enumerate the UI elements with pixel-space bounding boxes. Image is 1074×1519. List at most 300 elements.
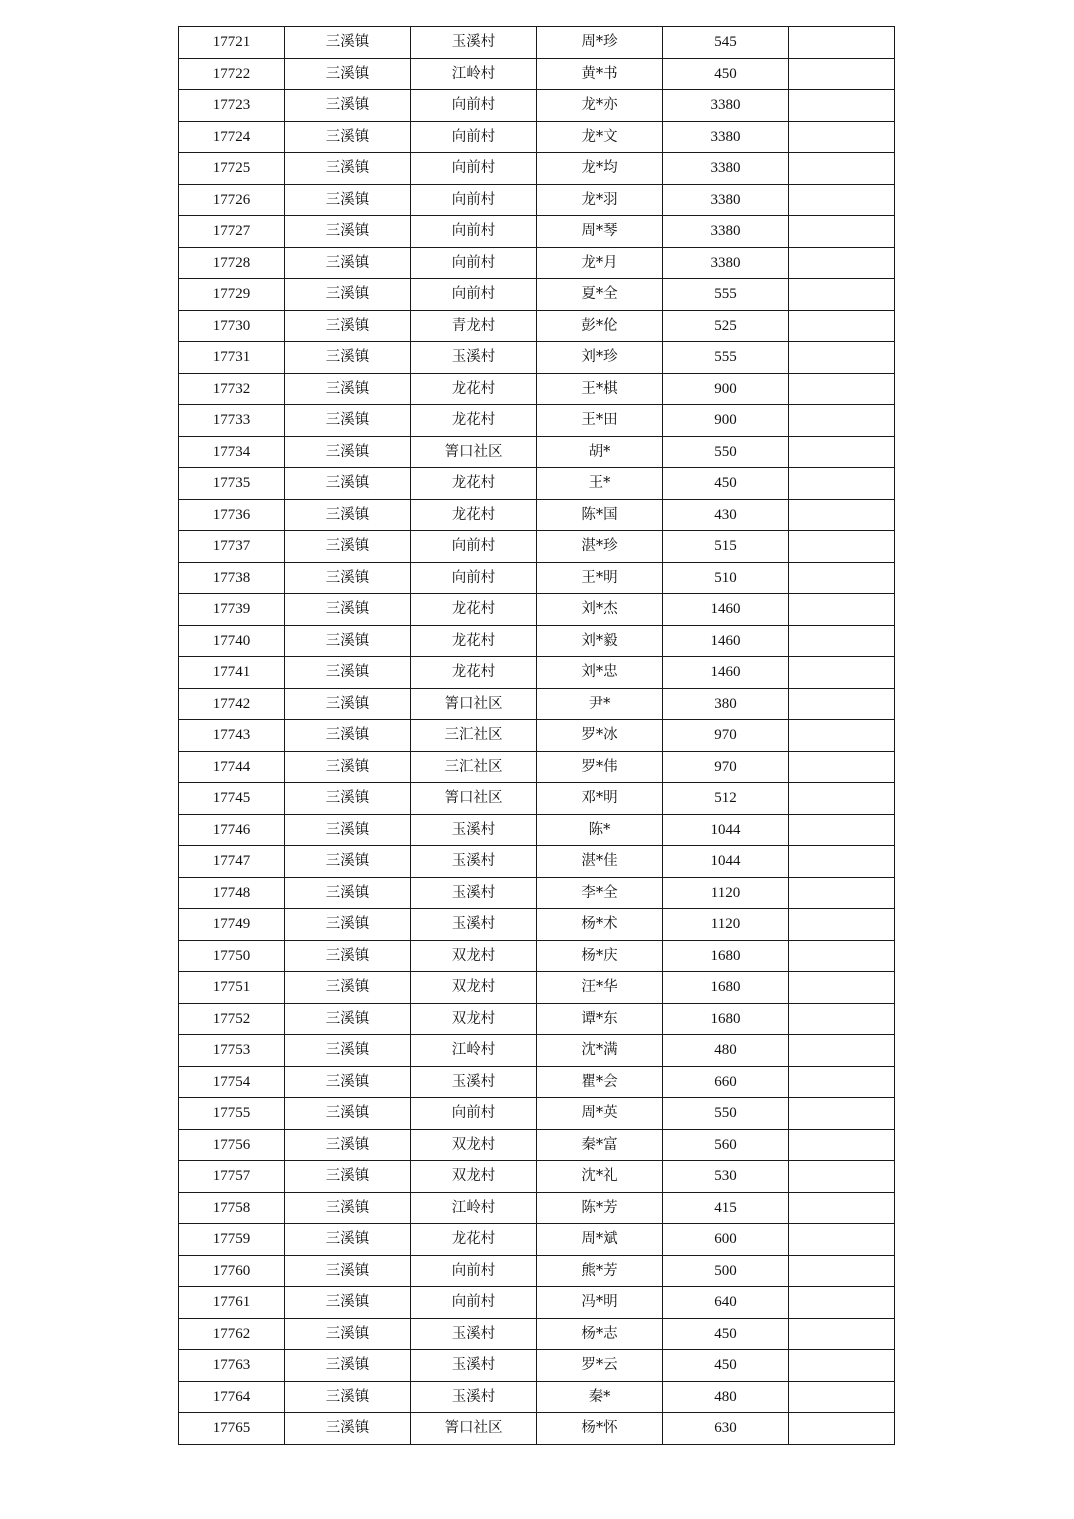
note-cell (789, 1413, 895, 1445)
table-row (179, 562, 895, 594)
person-name-cell: 夏*全 (537, 279, 663, 311)
person-name-cell: 王*田 (537, 405, 663, 437)
record-number-cell: 17757 (179, 1161, 285, 1193)
amount-cell: 3380 (663, 184, 789, 216)
table-row (179, 216, 895, 248)
town-cell: 三溪镇 (285, 1035, 411, 1067)
village-cell: 向前村 (411, 279, 537, 311)
person-name-cell: 李*全 (537, 877, 663, 909)
amount-cell: 630 (663, 1413, 789, 1445)
amount-cell: 1460 (663, 657, 789, 689)
note-cell (789, 657, 895, 689)
table-row (179, 279, 895, 311)
record-number-cell: 17740 (179, 625, 285, 657)
amount-cell: 525 (663, 310, 789, 342)
note-cell (789, 846, 895, 878)
note-cell (789, 184, 895, 216)
person-name-cell: 熊*芳 (537, 1255, 663, 1287)
village-cell: 双龙村 (411, 972, 537, 1004)
note-cell (789, 1161, 895, 1193)
town-cell: 三溪镇 (285, 279, 411, 311)
record-number-cell: 17758 (179, 1192, 285, 1224)
record-number-cell: 17736 (179, 499, 285, 531)
village-cell: 玉溪村 (411, 27, 537, 59)
table-row (179, 342, 895, 374)
person-name-cell: 汪*华 (537, 972, 663, 1004)
record-number-cell: 17732 (179, 373, 285, 405)
amount-cell: 1460 (663, 594, 789, 626)
amount-cell: 480 (663, 1035, 789, 1067)
person-name-cell: 沈*满 (537, 1035, 663, 1067)
person-name-cell: 杨*术 (537, 909, 663, 941)
town-cell: 三溪镇 (285, 121, 411, 153)
note-cell (789, 783, 895, 815)
town-cell: 三溪镇 (285, 1287, 411, 1319)
town-cell: 三溪镇 (285, 153, 411, 185)
table-row (179, 436, 895, 468)
record-number-cell: 17746 (179, 814, 285, 846)
table-row (179, 1255, 895, 1287)
person-name-cell: 龙*月 (537, 247, 663, 279)
village-cell: 玉溪村 (411, 846, 537, 878)
note-cell (789, 562, 895, 594)
table-row (179, 531, 895, 563)
table-row (179, 625, 895, 657)
note-cell (789, 58, 895, 90)
table-row (179, 972, 895, 1004)
town-cell: 三溪镇 (285, 720, 411, 752)
table-row (179, 468, 895, 500)
record-number-cell: 17735 (179, 468, 285, 500)
town-cell: 三溪镇 (285, 58, 411, 90)
amount-cell: 1044 (663, 814, 789, 846)
village-cell: 江岭村 (411, 1192, 537, 1224)
town-cell: 三溪镇 (285, 1255, 411, 1287)
record-number-cell: 17739 (179, 594, 285, 626)
amount-cell: 560 (663, 1129, 789, 1161)
amount-cell: 530 (663, 1161, 789, 1193)
village-cell: 向前村 (411, 531, 537, 563)
note-cell (789, 594, 895, 626)
person-name-cell: 罗*伟 (537, 751, 663, 783)
amount-cell: 1680 (663, 972, 789, 1004)
note-cell (789, 499, 895, 531)
village-cell: 玉溪村 (411, 1350, 537, 1382)
table-row (179, 877, 895, 909)
table-row (179, 751, 895, 783)
village-cell: 三汇社区 (411, 720, 537, 752)
note-cell (789, 909, 895, 941)
town-cell: 三溪镇 (285, 342, 411, 374)
amount-cell: 970 (663, 751, 789, 783)
table-row (179, 1161, 895, 1193)
table-row (179, 184, 895, 216)
village-cell: 向前村 (411, 184, 537, 216)
amount-cell: 480 (663, 1381, 789, 1413)
table-row (179, 783, 895, 815)
town-cell: 三溪镇 (285, 625, 411, 657)
table-row (179, 90, 895, 122)
town-cell: 三溪镇 (285, 1413, 411, 1445)
village-cell: 向前村 (411, 216, 537, 248)
town-cell: 三溪镇 (285, 373, 411, 405)
village-cell: 玉溪村 (411, 1381, 537, 1413)
table-row (179, 310, 895, 342)
person-name-cell: 王*棋 (537, 373, 663, 405)
person-name-cell: 刘*珍 (537, 342, 663, 374)
amount-cell: 1120 (663, 877, 789, 909)
record-number-cell: 17726 (179, 184, 285, 216)
amount-cell: 660 (663, 1066, 789, 1098)
village-cell: 向前村 (411, 1287, 537, 1319)
village-cell: 龙花村 (411, 1224, 537, 1256)
note-cell (789, 625, 895, 657)
person-name-cell: 刘*忠 (537, 657, 663, 689)
amount-cell: 3380 (663, 247, 789, 279)
person-name-cell: 杨*怀 (537, 1413, 663, 1445)
village-cell: 向前村 (411, 562, 537, 594)
person-name-cell: 陈*国 (537, 499, 663, 531)
record-number-cell: 17727 (179, 216, 285, 248)
note-cell (789, 688, 895, 720)
note-cell (789, 468, 895, 500)
record-number-cell: 17729 (179, 279, 285, 311)
record-number-cell: 17731 (179, 342, 285, 374)
village-cell: 江岭村 (411, 58, 537, 90)
amount-cell: 450 (663, 1318, 789, 1350)
person-name-cell: 邓*明 (537, 783, 663, 815)
town-cell: 三溪镇 (285, 1318, 411, 1350)
record-number-cell: 17738 (179, 562, 285, 594)
person-name-cell: 王* (537, 468, 663, 500)
person-name-cell: 罗*冰 (537, 720, 663, 752)
village-cell: 箐口社区 (411, 1413, 537, 1445)
amount-cell: 430 (663, 499, 789, 531)
table-row (179, 657, 895, 689)
village-cell: 向前村 (411, 121, 537, 153)
record-number-cell: 17742 (179, 688, 285, 720)
person-name-cell: 黄*书 (537, 58, 663, 90)
table-row (179, 499, 895, 531)
person-name-cell: 周*英 (537, 1098, 663, 1130)
table-row (179, 688, 895, 720)
note-cell (789, 972, 895, 1004)
person-name-cell: 周*琴 (537, 216, 663, 248)
table-row (179, 1035, 895, 1067)
town-cell: 三溪镇 (285, 499, 411, 531)
amount-cell: 1120 (663, 909, 789, 941)
record-number-cell: 17760 (179, 1255, 285, 1287)
note-cell (789, 27, 895, 59)
person-name-cell: 王*明 (537, 562, 663, 594)
village-cell: 龙花村 (411, 657, 537, 689)
record-number-cell: 17752 (179, 1003, 285, 1035)
town-cell: 三溪镇 (285, 1224, 411, 1256)
note-cell (789, 1381, 895, 1413)
village-cell: 青龙村 (411, 310, 537, 342)
note-cell (789, 751, 895, 783)
person-name-cell: 刘*杰 (537, 594, 663, 626)
town-cell: 三溪镇 (285, 436, 411, 468)
town-cell: 三溪镇 (285, 562, 411, 594)
record-number-cell: 17728 (179, 247, 285, 279)
amount-cell: 3380 (663, 153, 789, 185)
note-cell (789, 1129, 895, 1161)
record-number-cell: 17759 (179, 1224, 285, 1256)
amount-cell: 510 (663, 562, 789, 594)
amount-cell: 900 (663, 405, 789, 437)
person-name-cell: 沈*礼 (537, 1161, 663, 1193)
note-cell (789, 310, 895, 342)
person-name-cell: 龙*均 (537, 153, 663, 185)
village-cell: 箐口社区 (411, 688, 537, 720)
town-cell: 三溪镇 (285, 751, 411, 783)
note-cell (789, 1287, 895, 1319)
record-number-cell: 17734 (179, 436, 285, 468)
amount-cell: 1044 (663, 846, 789, 878)
amount-cell: 1680 (663, 940, 789, 972)
amount-cell: 450 (663, 468, 789, 500)
village-cell: 双龙村 (411, 1161, 537, 1193)
record-number-cell: 17722 (179, 58, 285, 90)
village-cell: 龙花村 (411, 499, 537, 531)
record-number-cell: 17743 (179, 720, 285, 752)
town-cell: 三溪镇 (285, 846, 411, 878)
record-number-cell: 17724 (179, 121, 285, 153)
village-cell: 向前村 (411, 247, 537, 279)
town-cell: 三溪镇 (285, 405, 411, 437)
note-cell (789, 405, 895, 437)
note-cell (789, 153, 895, 185)
note-cell (789, 1098, 895, 1130)
table-row (179, 247, 895, 279)
village-cell: 双龙村 (411, 1129, 537, 1161)
table-row (179, 594, 895, 626)
note-cell (789, 279, 895, 311)
records-sheet (178, 26, 894, 1445)
record-number-cell: 17748 (179, 877, 285, 909)
village-cell: 向前村 (411, 1255, 537, 1287)
records-table (178, 26, 895, 1445)
note-cell (789, 373, 895, 405)
town-cell: 三溪镇 (285, 1003, 411, 1035)
record-number-cell: 17750 (179, 940, 285, 972)
amount-cell: 1680 (663, 1003, 789, 1035)
town-cell: 三溪镇 (285, 1192, 411, 1224)
person-name-cell: 彭*伦 (537, 310, 663, 342)
table-row (179, 1098, 895, 1130)
person-name-cell: 杨*庆 (537, 940, 663, 972)
record-number-cell: 17762 (179, 1318, 285, 1350)
note-cell (789, 814, 895, 846)
record-number-cell: 17763 (179, 1350, 285, 1382)
town-cell: 三溪镇 (285, 184, 411, 216)
note-cell (789, 1066, 895, 1098)
table-row (179, 1129, 895, 1161)
table-row (179, 27, 895, 59)
town-cell: 三溪镇 (285, 1381, 411, 1413)
town-cell: 三溪镇 (285, 814, 411, 846)
amount-cell: 450 (663, 58, 789, 90)
village-cell: 玉溪村 (411, 814, 537, 846)
person-name-cell: 周*珍 (537, 27, 663, 59)
town-cell: 三溪镇 (285, 909, 411, 941)
village-cell: 龙花村 (411, 594, 537, 626)
person-name-cell: 刘*毅 (537, 625, 663, 657)
amount-cell: 3380 (663, 90, 789, 122)
amount-cell: 3380 (663, 216, 789, 248)
amount-cell: 550 (663, 1098, 789, 1130)
village-cell: 龙花村 (411, 373, 537, 405)
note-cell (789, 940, 895, 972)
village-cell: 龙花村 (411, 625, 537, 657)
person-name-cell: 龙*亦 (537, 90, 663, 122)
person-name-cell: 龙*文 (537, 121, 663, 153)
person-name-cell: 罗*云 (537, 1350, 663, 1382)
note-cell (789, 1350, 895, 1382)
village-cell: 向前村 (411, 90, 537, 122)
note-cell (789, 877, 895, 909)
amount-cell: 970 (663, 720, 789, 752)
note-cell (789, 1224, 895, 1256)
village-cell: 箐口社区 (411, 436, 537, 468)
table-row (179, 1318, 895, 1350)
village-cell: 向前村 (411, 1098, 537, 1130)
note-cell (789, 1255, 895, 1287)
village-cell: 玉溪村 (411, 342, 537, 374)
village-cell: 双龙村 (411, 940, 537, 972)
person-name-cell: 陈*芳 (537, 1192, 663, 1224)
town-cell: 三溪镇 (285, 1098, 411, 1130)
record-number-cell: 17725 (179, 153, 285, 185)
record-number-cell: 17756 (179, 1129, 285, 1161)
record-number-cell: 17733 (179, 405, 285, 437)
record-number-cell: 17744 (179, 751, 285, 783)
table-row (179, 1224, 895, 1256)
record-number-cell: 17749 (179, 909, 285, 941)
table-row (179, 1192, 895, 1224)
record-number-cell: 17741 (179, 657, 285, 689)
record-number-cell: 17761 (179, 1287, 285, 1319)
amount-cell: 550 (663, 436, 789, 468)
record-number-cell: 17721 (179, 27, 285, 59)
town-cell: 三溪镇 (285, 310, 411, 342)
amount-cell: 512 (663, 783, 789, 815)
note-cell (789, 1192, 895, 1224)
record-number-cell: 17751 (179, 972, 285, 1004)
town-cell: 三溪镇 (285, 688, 411, 720)
note-cell (789, 247, 895, 279)
table-row (179, 1350, 895, 1382)
town-cell: 三溪镇 (285, 468, 411, 500)
note-cell (789, 90, 895, 122)
amount-cell: 640 (663, 1287, 789, 1319)
town-cell: 三溪镇 (285, 783, 411, 815)
town-cell: 三溪镇 (285, 1066, 411, 1098)
amount-cell: 500 (663, 1255, 789, 1287)
village-cell: 三汇社区 (411, 751, 537, 783)
amount-cell: 3380 (663, 121, 789, 153)
town-cell: 三溪镇 (285, 247, 411, 279)
village-cell: 玉溪村 (411, 1066, 537, 1098)
table-row (179, 1413, 895, 1445)
amount-cell: 1460 (663, 625, 789, 657)
town-cell: 三溪镇 (285, 1161, 411, 1193)
town-cell: 三溪镇 (285, 216, 411, 248)
record-number-cell: 17737 (179, 531, 285, 563)
record-number-cell: 17765 (179, 1413, 285, 1445)
person-name-cell: 杨*志 (537, 1318, 663, 1350)
amount-cell: 555 (663, 279, 789, 311)
table-row (179, 1287, 895, 1319)
record-number-cell: 17730 (179, 310, 285, 342)
village-cell: 玉溪村 (411, 1318, 537, 1350)
town-cell: 三溪镇 (285, 594, 411, 626)
town-cell: 三溪镇 (285, 972, 411, 1004)
table-row (179, 58, 895, 90)
town-cell: 三溪镇 (285, 90, 411, 122)
table-row (179, 1066, 895, 1098)
table-row (179, 153, 895, 185)
record-number-cell: 17745 (179, 783, 285, 815)
person-name-cell: 陈* (537, 814, 663, 846)
note-cell (789, 436, 895, 468)
table-row (179, 405, 895, 437)
table-row (179, 909, 895, 941)
town-cell: 三溪镇 (285, 1129, 411, 1161)
village-cell: 玉溪村 (411, 877, 537, 909)
note-cell (789, 720, 895, 752)
note-cell (789, 1318, 895, 1350)
person-name-cell: 周*斌 (537, 1224, 663, 1256)
person-name-cell: 尹* (537, 688, 663, 720)
person-name-cell: 湛*佳 (537, 846, 663, 878)
person-name-cell: 龙*羽 (537, 184, 663, 216)
record-number-cell: 17747 (179, 846, 285, 878)
table-row (179, 814, 895, 846)
record-number-cell: 17764 (179, 1381, 285, 1413)
record-number-cell: 17754 (179, 1066, 285, 1098)
person-name-cell: 秦* (537, 1381, 663, 1413)
amount-cell: 515 (663, 531, 789, 563)
note-cell (789, 531, 895, 563)
amount-cell: 545 (663, 27, 789, 59)
table-row (179, 1381, 895, 1413)
town-cell: 三溪镇 (285, 877, 411, 909)
village-cell: 江岭村 (411, 1035, 537, 1067)
table-row (179, 846, 895, 878)
person-name-cell: 冯*明 (537, 1287, 663, 1319)
table-row (179, 1003, 895, 1035)
record-number-cell: 17723 (179, 90, 285, 122)
note-cell (789, 121, 895, 153)
village-cell: 向前村 (411, 153, 537, 185)
village-cell: 龙花村 (411, 468, 537, 500)
village-cell: 玉溪村 (411, 909, 537, 941)
note-cell (789, 216, 895, 248)
amount-cell: 900 (663, 373, 789, 405)
table-row (179, 373, 895, 405)
person-name-cell: 瞿*会 (537, 1066, 663, 1098)
person-name-cell: 谭*东 (537, 1003, 663, 1035)
table-row (179, 940, 895, 972)
person-name-cell: 胡* (537, 436, 663, 468)
town-cell: 三溪镇 (285, 531, 411, 563)
note-cell (789, 1003, 895, 1035)
village-cell: 箐口社区 (411, 783, 537, 815)
amount-cell: 380 (663, 688, 789, 720)
town-cell: 三溪镇 (285, 27, 411, 59)
